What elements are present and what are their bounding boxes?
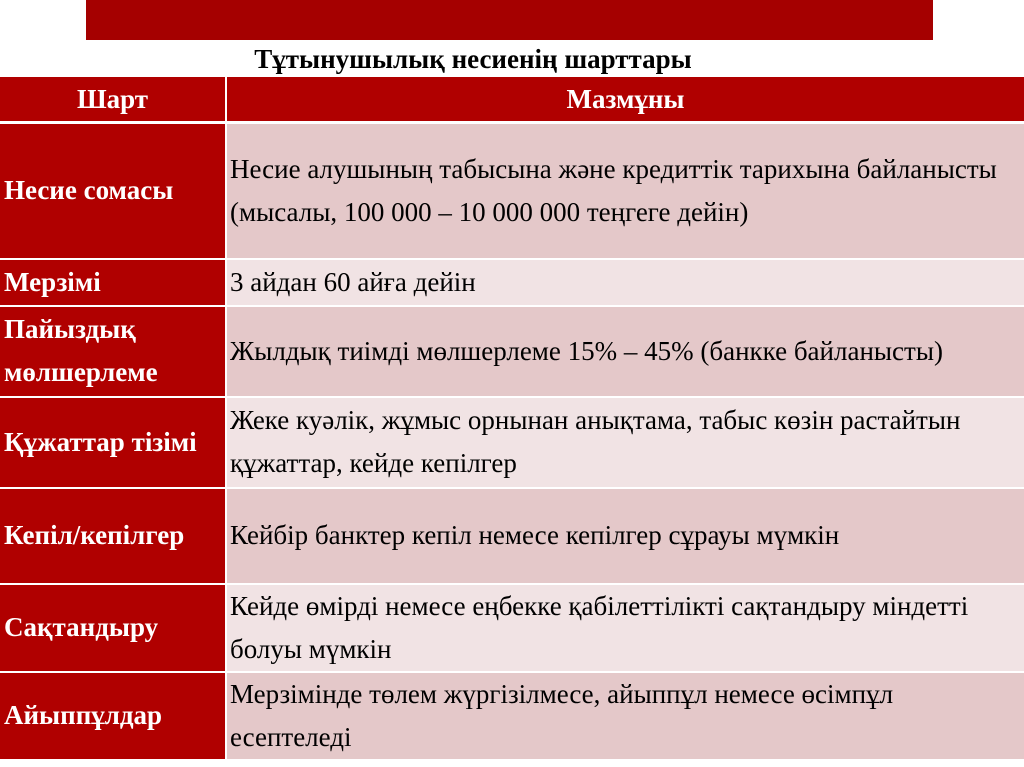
conditions-table: [0, 77, 1024, 761]
content-cell: 3 айдан 60 айға дейін: [226, 259, 1024, 306]
condition-cell: Сақтандыру: [0, 584, 226, 672]
table-row: [0, 259, 1024, 306]
content-cell: Жеке куәлік, жұмыс орнынан анықтама, табыс көзін растайтын құжаттар, кейде кепілгер: [226, 397, 1024, 488]
content-cell: Кейбір банктер кепіл немесе кепілгер сұрауы мүмкін: [226, 488, 1024, 584]
content-cell: Кейде өмірді немесе еңбекке қабілеттілікті сақтандыру міндетті болуы мүмкін: [226, 584, 1024, 672]
table-row: [0, 123, 1024, 259]
column-header-condition: Шарт: [0, 77, 226, 123]
table-row: [0, 488, 1024, 584]
condition-cell: Құжаттар тізімі: [0, 397, 226, 488]
column-header-content: Мазмұны: [226, 77, 1024, 123]
content-cell: Мерзімінде төлем жүргізілмесе, айыппұл немесе өсімпұл есептеледі: [226, 672, 1024, 760]
condition-cell: Несие сомасы: [0, 123, 226, 259]
table-row: [0, 584, 1024, 672]
content-cell: Жылдық тиімді мөлшерлеме 15% – 45% (банкке байланысты): [226, 306, 1024, 397]
table-row: [0, 672, 1024, 760]
condition-cell: Мерзімі: [0, 259, 226, 306]
condition-cell: Пайыздық мөлшерлеме: [0, 306, 226, 397]
condition-cell: Кепіл/кепілгер: [0, 488, 226, 584]
table-row: [0, 397, 1024, 488]
table-row: [0, 306, 1024, 397]
table-header-row: [0, 77, 1024, 123]
top-banner: [86, 0, 933, 40]
condition-cell: Айыппұлдар: [0, 672, 226, 760]
content-cell: Несие алушының табысына және кредиттік тарихына байланысты (мысалы, 100 000 – 10 000 000 теңгеге дейін): [226, 123, 1024, 259]
page-title: Тұтынушылық несиенің шарттары: [254, 44, 692, 74]
